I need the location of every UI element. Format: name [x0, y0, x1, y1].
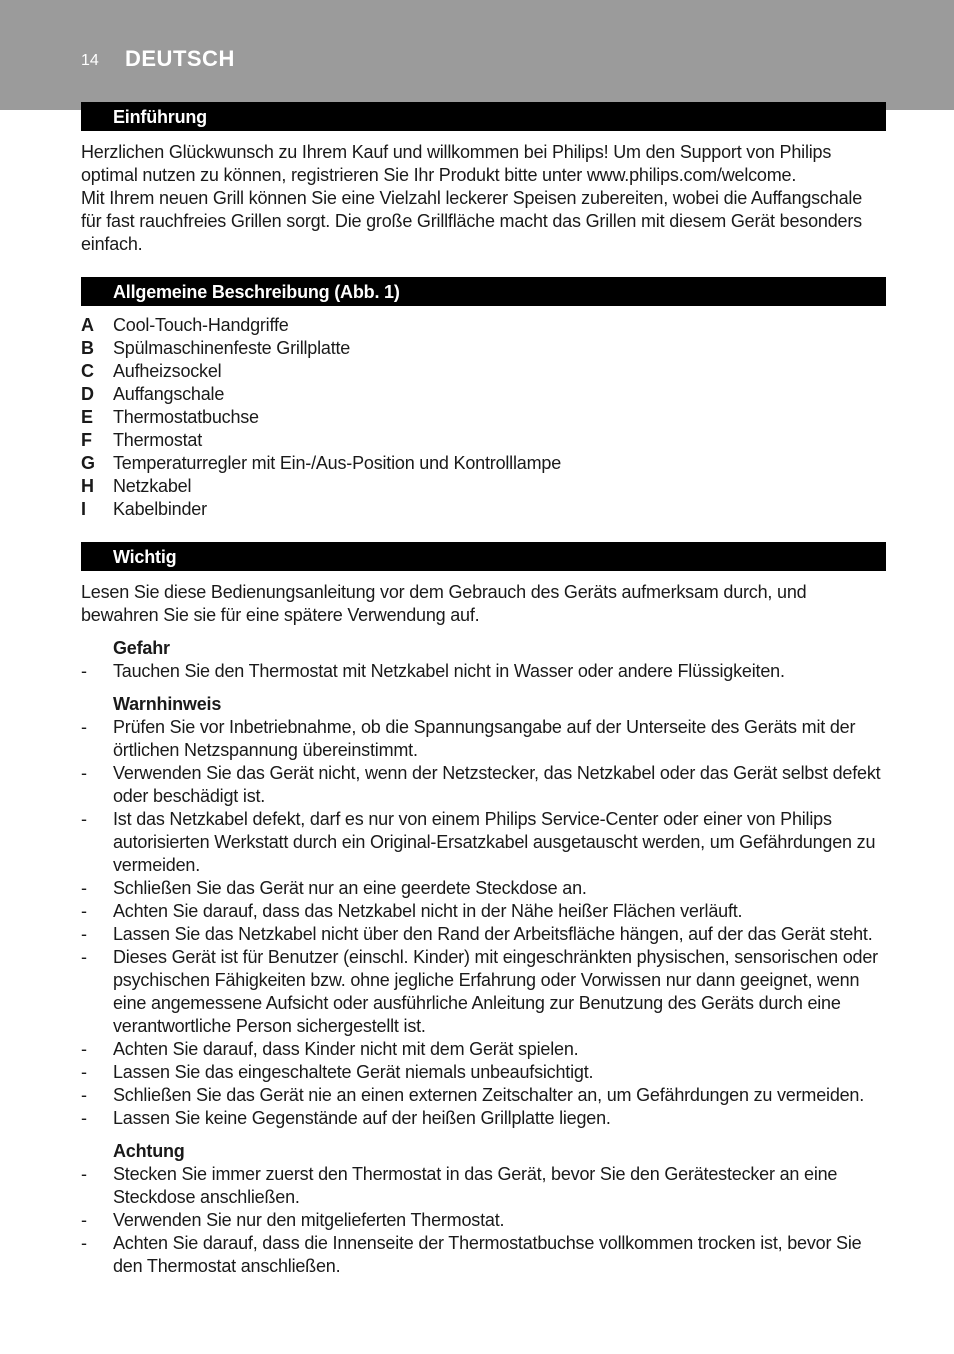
part-label: Temperaturregler mit Ein-/Aus-Position und Kontrolllampe — [113, 453, 562, 473]
part-item — [81, 383, 886, 406]
part-item — [81, 406, 886, 429]
part-label: Thermostat — [113, 430, 203, 450]
bullet-dash: - — [81, 717, 87, 737]
bullet-dash: - — [81, 1164, 87, 1184]
list-item-text: Schließen Sie das Gerät nie an einen externen Zeitschalter an, um Gefährdungen zu vermeiden. — [113, 1085, 865, 1105]
list-item — [81, 900, 886, 923]
list-item — [81, 808, 886, 877]
subheading-gefahr: Gefahr — [113, 638, 170, 658]
part-item — [81, 452, 886, 475]
section-heading-important: Wichtig — [81, 542, 886, 571]
bullet-dash: - — [81, 878, 87, 898]
intro-paragraph: Mit Ihrem neuen Grill können Sie eine Vielzahl leckerer Speisen zubereiten, wobei die Auffangschale für fast rauchfreies Grillen sorgt. Die große Grillfläche macht das Grillen mit diesem Gerät besonders einfach. — [81, 188, 863, 254]
subheading-achtung: Achtung — [113, 1141, 185, 1161]
list-item — [81, 1209, 886, 1232]
part-item — [81, 498, 886, 521]
part-letter: E — [81, 407, 93, 427]
bullet-dash: - — [81, 809, 87, 829]
list-item — [81, 1107, 886, 1130]
list-item-text: Achten Sie darauf, dass das Netzkabel nicht in der Nähe heißer Flächen verläuft. — [113, 901, 743, 921]
language-title: DEUTSCH — [125, 46, 235, 71]
part-label: Netzkabel — [113, 476, 192, 496]
list-item — [81, 946, 886, 1038]
bullet-dash: - — [81, 1108, 87, 1128]
part-letter: F — [81, 430, 92, 450]
bullet-dash: - — [81, 947, 87, 967]
part-item — [81, 360, 886, 383]
list-item-text: Stecken Sie immer zuerst den Thermostat in das Gerät, bevor Sie den Gerätestecker an eine Steckdose anschließen. — [113, 1164, 838, 1207]
list-item-text: Ist das Netzkabel defekt, darf es nur von einem Philips Service-Center oder einer von Philips autorisierten Werkstatt durch ein Original-Ersatzkabel ausgetauscht werden, um Gefährdungen zu vermeiden. — [113, 809, 876, 875]
list-item-text: Tauchen Sie den Thermostat mit Netzkabel nicht in Wasser oder andere Flüssigkeiten. — [113, 661, 785, 681]
list-item-text: Lassen Sie das Netzkabel nicht über den Rand der Arbeitsfläche hängen, auf der das Gerät steht. — [113, 924, 873, 944]
part-letter: H — [81, 476, 94, 496]
part-letter: B — [81, 338, 94, 358]
list-item-text: Achten Sie darauf, dass die Innenseite der Thermostatbuchse vollkommen trocken ist, bevor Sie den Thermostat anschließen. — [113, 1233, 862, 1276]
list-item-text: Achten Sie darauf, dass Kinder nicht mit dem Gerät spielen. — [113, 1039, 579, 1059]
important-groups — [81, 637, 886, 1278]
part-label: Auffangschale — [113, 384, 225, 404]
part-letter: D — [81, 384, 94, 404]
list-item-text: Lassen Sie keine Gegenstände auf der heißen Grillplatte liegen. — [113, 1108, 611, 1128]
list-item — [81, 1232, 886, 1278]
list-item-text: Lassen Sie das eingeschaltete Gerät niemals unbeaufsichtigt. — [113, 1062, 594, 1082]
part-label: Spülmaschinenfeste Grillplatte — [113, 338, 351, 358]
page-number: 14 — [81, 52, 99, 69]
bullet-dash: - — [81, 1039, 87, 1059]
list-item — [81, 1038, 886, 1061]
part-letter: G — [81, 453, 95, 473]
part-letter: A — [81, 315, 94, 335]
subheading-warnhinweis: Warnhinweis — [113, 694, 222, 714]
bullet-dash: - — [81, 1085, 87, 1105]
intro-paragraph: Herzlichen Glückwunsch zu Ihrem Kauf und willkommen bei Philips! Um den Support von Philips optimal nutzen zu können, registrieren Sie Ihr Produkt bitte unter www.philips.com/welcome. — [81, 142, 832, 185]
list-item — [81, 716, 886, 762]
bullet-dash: - — [81, 661, 87, 681]
section-heading-description: Allgemeine Beschreibung (Abb. 1) — [81, 277, 886, 306]
part-item — [81, 429, 886, 452]
important-intro: Lesen Sie diese Bedienungsanleitung vor dem Gebrauch des Geräts aufmerksam durch, und bewahren Sie sie für eine spätere Verwendung auf. — [81, 582, 807, 625]
bullet-dash: - — [81, 1210, 87, 1230]
page-header — [0, 0, 954, 110]
list-item — [81, 1061, 886, 1084]
list-item — [81, 1163, 886, 1209]
list-item — [81, 877, 886, 900]
parts-list — [81, 314, 886, 521]
list-item-text: Schließen Sie das Gerät nur an eine geerdete Steckdose an. — [113, 878, 587, 898]
part-label: Kabelbinder — [113, 499, 207, 519]
part-label: Cool-Touch-Handgriffe — [113, 315, 289, 335]
list-item — [81, 660, 886, 683]
list-item-text: Prüfen Sie vor Inbetriebnahme, ob die Spannungsangabe auf der Unterseite des Geräts mit der örtlichen Netzspannung übereinstimmt. — [113, 717, 856, 760]
list-item-text: Verwenden Sie nur den mitgelieferten Thermostat. — [113, 1210, 505, 1230]
bullet-dash: - — [81, 1062, 87, 1082]
bullet-dash: - — [81, 901, 87, 921]
part-label: Aufheizsockel — [113, 361, 222, 381]
bullet-dash: - — [81, 1233, 87, 1253]
section-heading-intro: Einführung — [81, 102, 886, 131]
part-item — [81, 337, 886, 360]
list-item-text: Dieses Gerät ist für Benutzer (einschl. Kinder) mit eingeschränkten physischen, sensorischen oder psychischen Fähigkeiten bzw. ohne jegliche Erfahrung oder Vorwissen nur dann geeignet, wenn eine angemessene Aufsicht oder ausführliche Anleitung zur Benutzung des Geräts durch eine verantwortliche Person sichergestellt ist. — [113, 947, 878, 1036]
part-item — [81, 314, 886, 337]
list-item — [81, 923, 886, 946]
bullet-dash: - — [81, 924, 87, 944]
part-letter: C — [81, 361, 94, 381]
bullet-dash: - — [81, 763, 87, 783]
list-item — [81, 762, 886, 808]
intro-text — [81, 141, 886, 256]
part-item — [81, 475, 886, 498]
page-content — [81, 102, 886, 1278]
list-item — [81, 1084, 886, 1107]
part-label: Thermostatbuchse — [113, 407, 259, 427]
part-letter: I — [81, 499, 86, 519]
list-item-text: Verwenden Sie das Gerät nicht, wenn der Netzstecker, das Netzkabel oder das Gerät selbst defekt oder beschädigt ist. — [113, 763, 881, 806]
